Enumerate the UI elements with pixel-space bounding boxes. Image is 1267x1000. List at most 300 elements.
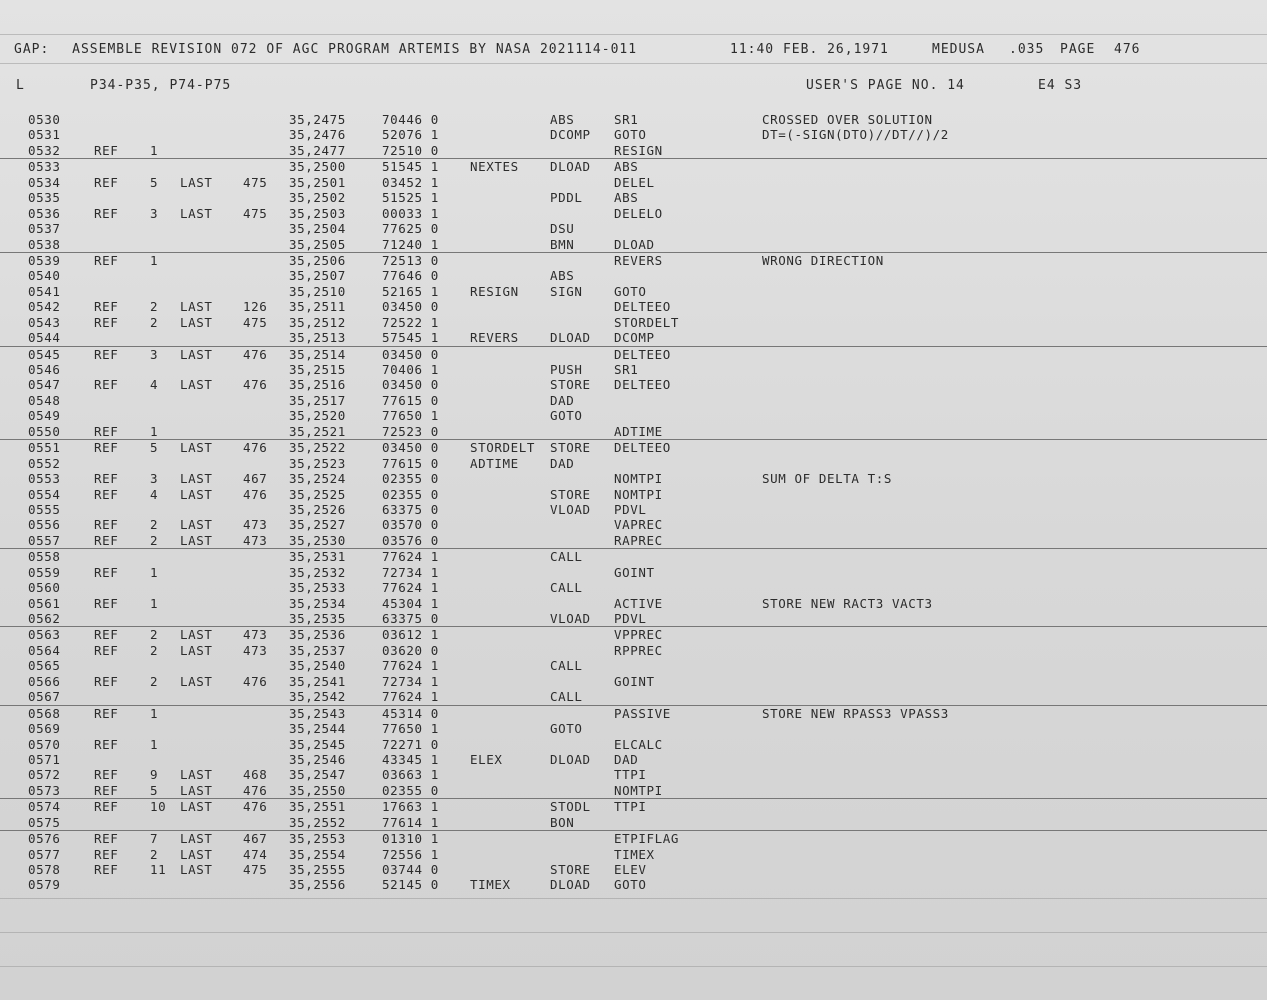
cell-addr: 35,2527: [289, 517, 346, 533]
cell-last: LAST: [180, 314, 213, 330]
cell-refn: 1: [150, 423, 159, 439]
cell-ref: REF: [94, 486, 119, 502]
cell-lastn: 467: [243, 831, 268, 847]
cell-operand: DELELO: [614, 205, 663, 221]
cell-refn: 7: [150, 831, 159, 847]
cell-line: 0565: [28, 658, 61, 674]
users-page-number: USER'S PAGE NO. 14: [806, 78, 965, 93]
cell-lastn: 476: [243, 346, 268, 362]
cell-word: 77650 1: [382, 408, 439, 424]
cell-line: 0543: [28, 314, 61, 330]
cell-word: 45314 0: [382, 705, 439, 721]
cell-word: 77615 0: [382, 455, 439, 471]
header-page-label: PAGE: [1060, 42, 1096, 57]
cell-word: 71240 1: [382, 236, 439, 252]
cell-line: 0570: [28, 736, 61, 752]
cell-addr: 35,2547: [289, 767, 346, 783]
cell-word: 02355 0: [382, 486, 439, 502]
cell-line: 0571: [28, 751, 61, 767]
cell-comment: SUM OF DELTA T:S: [762, 471, 893, 487]
cell-lastn: 476: [243, 377, 268, 393]
cell-ref: REF: [94, 595, 119, 611]
cell-operand: GOTO: [614, 283, 647, 299]
cell-ref: REF: [94, 799, 119, 815]
cell-ref: REF: [94, 205, 119, 221]
listing-row: [0, 347, 1267, 362]
cell-line: 0534: [28, 174, 61, 190]
cell-operand: TTPI: [614, 767, 647, 783]
cell-ref: REF: [94, 423, 119, 439]
listing-row: [0, 752, 1267, 767]
cell-line: 0540: [28, 268, 61, 284]
cell-refn: 4: [150, 486, 159, 502]
cell-operand: GOTO: [614, 127, 647, 143]
cell-addr: 35,2510: [289, 283, 346, 299]
cell-operand: DLOAD: [614, 236, 655, 252]
cell-refn: 9: [150, 767, 159, 783]
cell-word: 17663 1: [382, 799, 439, 815]
header-time: 11:40 FEB. 26,1971: [730, 42, 889, 57]
cell-addr: 35,2552: [289, 814, 346, 830]
cell-word: 72734 1: [382, 564, 439, 580]
cell-lastn: 475: [243, 205, 268, 221]
cell-addr: 35,2516: [289, 377, 346, 393]
cell-operand: RPPREC: [614, 642, 663, 658]
listing-row: [0, 237, 1267, 253]
cell-op: BON: [550, 814, 575, 830]
cell-addr: 35,2556: [289, 877, 346, 893]
listing-row: [0, 767, 1267, 782]
cell-op: CALL: [550, 658, 583, 674]
cell-word: 57545 1: [382, 330, 439, 346]
cell-line: 0578: [28, 862, 61, 877]
cell-line: 0538: [28, 236, 61, 252]
cell-last: LAST: [180, 440, 213, 456]
listing-row: [0, 284, 1267, 299]
cell-addr: 35,2523: [289, 455, 346, 471]
cell-operand: ACTIVE: [614, 595, 663, 611]
listing-row: [0, 393, 1267, 408]
cell-addr: 35,2517: [289, 392, 346, 408]
cell-lastn: 126: [243, 299, 268, 315]
cell-addr: 35,2515: [289, 362, 346, 377]
cell-label: TIMEX: [470, 877, 511, 893]
cell-line: 0555: [28, 501, 61, 517]
cell-addr: 35,2501: [289, 174, 346, 190]
cell-ref: REF: [94, 736, 119, 752]
listing-row: [0, 377, 1267, 392]
cell-operand: ABS: [614, 190, 639, 206]
cell-addr: 35,2532: [289, 564, 346, 580]
cell-line: 0548: [28, 392, 61, 408]
cell-last: LAST: [180, 831, 213, 847]
cell-ref: REF: [94, 831, 119, 847]
cell-label: ADTIME: [470, 455, 519, 471]
cell-word: 72556 1: [382, 846, 439, 862]
listing-row: [0, 221, 1267, 236]
listing-row: [0, 456, 1267, 471]
cell-line: 0577: [28, 846, 61, 862]
cell-line: 0568: [28, 705, 61, 721]
cell-addr: 35,2554: [289, 846, 346, 862]
cell-operand: ADTIME: [614, 423, 663, 439]
cell-operand: DAD: [614, 751, 639, 767]
cell-addr: 35,2475: [289, 112, 346, 127]
cell-op: PUSH: [550, 362, 583, 377]
cell-addr: 35,2476: [289, 127, 346, 143]
listing-row: [0, 268, 1267, 283]
cell-word: 03612 1: [382, 627, 439, 643]
cell-comment: DT=(-SIGN(DTO)//DT//)/2: [762, 127, 949, 143]
cell-word: 70446 0: [382, 112, 439, 127]
cell-line: 0574: [28, 799, 61, 815]
cell-ref: REF: [94, 642, 119, 658]
cell-refn: 11: [150, 862, 167, 877]
cell-refn: 3: [150, 205, 159, 221]
listing-row: [0, 596, 1267, 611]
header-user: MEDUSA: [932, 42, 985, 57]
cell-refn: 3: [150, 346, 159, 362]
cell-word: 77624 1: [382, 658, 439, 674]
cell-line: 0559: [28, 564, 61, 580]
listing-row: [0, 862, 1267, 877]
cell-operand: VAPREC: [614, 517, 663, 533]
cell-operand: NOMTPI: [614, 782, 663, 798]
cell-op: STORE: [550, 862, 591, 877]
listing-row: [0, 315, 1267, 330]
cell-line: 0567: [28, 689, 61, 705]
cell-refn: 1: [150, 252, 159, 268]
listing-row: [0, 502, 1267, 517]
cell-last: LAST: [180, 471, 213, 487]
listing-row: [0, 627, 1267, 642]
cell-line: 0537: [28, 221, 61, 237]
cell-operand: DELTEEO: [614, 440, 671, 456]
cell-addr: 35,2505: [289, 236, 346, 252]
header-num: .035: [1009, 42, 1045, 57]
cell-addr: 35,2526: [289, 501, 346, 517]
cell-word: 72522 1: [382, 314, 439, 330]
cell-addr: 35,2543: [289, 705, 346, 721]
cell-line: 0551: [28, 440, 61, 456]
cell-last: LAST: [180, 782, 213, 798]
cell-line: 0552: [28, 455, 61, 471]
cell-refn: 2: [150, 532, 159, 548]
cell-op: GOTO: [550, 408, 583, 424]
cell-last: LAST: [180, 846, 213, 862]
listing-row: [0, 159, 1267, 174]
cell-ref: REF: [94, 299, 119, 315]
listing-row: [0, 643, 1267, 658]
cell-op: VLOAD: [550, 611, 591, 626]
cell-operand: VPPREC: [614, 627, 663, 643]
cell-line: 0541: [28, 283, 61, 299]
cell-line: 0564: [28, 642, 61, 658]
cell-operand: NOMTPI: [614, 486, 663, 502]
cell-label: STORDELT: [470, 440, 536, 456]
cell-line: 0553: [28, 471, 61, 487]
cell-op: CALL: [550, 689, 583, 705]
cell-word: 77646 0: [382, 268, 439, 284]
listing-row: [0, 815, 1267, 831]
cell-addr: 35,2503: [289, 205, 346, 221]
cell-addr: 35,2512: [289, 314, 346, 330]
cell-line: 0550: [28, 423, 61, 439]
cell-lastn: 473: [243, 642, 268, 658]
cell-word: 52076 1: [382, 127, 439, 143]
cell-word: 43345 1: [382, 751, 439, 767]
cell-lastn: 473: [243, 517, 268, 533]
cell-addr: 35,2514: [289, 346, 346, 362]
cell-refn: 4: [150, 377, 159, 393]
cell-comment: STORE NEW RPASS3 VPASS3: [762, 705, 949, 721]
cell-addr: 35,2530: [289, 532, 346, 548]
cell-word: 63375 0: [382, 611, 439, 626]
listing-row: [0, 175, 1267, 190]
listing-row: [0, 783, 1267, 799]
listing-row: [0, 565, 1267, 580]
cell-comment: STORE NEW RACT3 VACT3: [762, 595, 933, 611]
cell-op: DAD: [550, 455, 575, 471]
cell-op: STODL: [550, 799, 591, 815]
listing-row: [0, 112, 1267, 127]
cell-word: 03576 0: [382, 532, 439, 548]
cell-line: 0561: [28, 595, 61, 611]
cell-line: 0544: [28, 330, 61, 346]
listing-row: [0, 847, 1267, 862]
cell-op: DAD: [550, 392, 575, 408]
cell-line: 0532: [28, 142, 61, 158]
cell-addr: 35,2535: [289, 611, 346, 626]
cell-operand: DELEL: [614, 174, 655, 190]
cell-lastn: 473: [243, 532, 268, 548]
cell-refn: 2: [150, 627, 159, 643]
cell-label: ELEX: [470, 751, 503, 767]
cell-lastn: 467: [243, 471, 268, 487]
cell-addr: 35,2545: [289, 736, 346, 752]
cell-operand: PDVL: [614, 501, 647, 517]
cell-op: GOTO: [550, 721, 583, 737]
cell-addr: 35,2537: [289, 642, 346, 658]
cell-word: 02355 0: [382, 782, 439, 798]
cell-op: ABS: [550, 112, 575, 127]
cell-refn: 10: [150, 799, 167, 815]
cell-ref: REF: [94, 532, 119, 548]
cell-op: STORE: [550, 377, 591, 393]
cell-lastn: 476: [243, 440, 268, 456]
cell-line: 0547: [28, 377, 61, 393]
cell-refn: 2: [150, 846, 159, 862]
listing-row: [0, 517, 1267, 532]
cell-addr: 35,2506: [289, 252, 346, 268]
cell-op: DLOAD: [550, 751, 591, 767]
listing-row: [0, 440, 1267, 455]
cell-word: 52145 0: [382, 877, 439, 893]
cell-op: DSU: [550, 221, 575, 237]
listing-row: [0, 330, 1267, 346]
cell-addr: 35,2544: [289, 721, 346, 737]
cell-refn: 2: [150, 673, 159, 689]
cell-ref: REF: [94, 782, 119, 798]
cell-line: 0545: [28, 346, 61, 362]
cell-word: 72523 0: [382, 423, 439, 439]
cell-line: 0575: [28, 814, 61, 830]
cell-last: LAST: [180, 627, 213, 643]
cell-refn: 1: [150, 595, 159, 611]
cell-word: 03450 0: [382, 377, 439, 393]
cell-word: 00033 1: [382, 205, 439, 221]
cell-line: 0573: [28, 782, 61, 798]
cell-lastn: 475: [243, 174, 268, 190]
listing-row: [0, 190, 1267, 205]
cell-last: LAST: [180, 486, 213, 502]
cell-addr: 35,2524: [289, 471, 346, 487]
cell-addr: 35,2553: [289, 831, 346, 847]
cell-operand: SR1: [614, 112, 639, 127]
cell-addr: 35,2504: [289, 221, 346, 237]
cell-ref: REF: [94, 862, 119, 877]
cell-op: VLOAD: [550, 501, 591, 517]
cell-line: 0566: [28, 673, 61, 689]
cell-ref: REF: [94, 705, 119, 721]
cell-operand: PASSIVE: [614, 705, 671, 721]
cell-last: LAST: [180, 767, 213, 783]
listing-row: [0, 689, 1267, 705]
cell-op: CALL: [550, 549, 583, 565]
cell-lastn: 474: [243, 846, 268, 862]
cell-line: 0558: [28, 549, 61, 565]
cell-label: REVERS: [470, 330, 519, 346]
cell-ref: REF: [94, 517, 119, 533]
cell-line: 0569: [28, 721, 61, 737]
cell-addr: 35,2555: [289, 862, 346, 877]
cell-ref: REF: [94, 346, 119, 362]
cell-word: 03450 0: [382, 440, 439, 456]
listing-row: [0, 706, 1267, 721]
cell-word: 02355 0: [382, 471, 439, 487]
cell-line: 0563: [28, 627, 61, 643]
cell-refn: 2: [150, 642, 159, 658]
cell-line: 0579: [28, 877, 61, 893]
cell-lastn: 476: [243, 673, 268, 689]
cell-lastn: 473: [243, 627, 268, 643]
cell-addr: 35,2534: [289, 595, 346, 611]
cell-word: 77615 0: [382, 392, 439, 408]
cell-ref: REF: [94, 673, 119, 689]
cell-word: 77625 0: [382, 221, 439, 237]
cell-operand: SR1: [614, 362, 639, 377]
cell-last: LAST: [180, 642, 213, 658]
listing-row: [0, 471, 1267, 486]
listing-row: [0, 424, 1267, 440]
subheader-programs: P34-P35, P74-P75: [90, 78, 232, 93]
cell-refn: 3: [150, 471, 159, 487]
cell-word: 03663 1: [382, 767, 439, 783]
cell-operand: TTPI: [614, 799, 647, 815]
cell-operand: ABS: [614, 159, 639, 175]
cell-line: 0572: [28, 767, 61, 783]
cell-operand: NOMTPI: [614, 471, 663, 487]
listing-row: [0, 253, 1267, 268]
cell-addr: 35,2502: [289, 190, 346, 206]
cell-addr: 35,2533: [289, 580, 346, 596]
header-prefix: GAP:: [14, 42, 50, 57]
cell-line: 0562: [28, 611, 61, 626]
cell-ref: REF: [94, 252, 119, 268]
cell-word: 72510 0: [382, 142, 439, 158]
cell-word: 77650 1: [382, 721, 439, 737]
cell-op: BMN: [550, 236, 575, 252]
cell-ref: REF: [94, 440, 119, 456]
cell-last: LAST: [180, 299, 213, 315]
listing-table: [0, 112, 1267, 893]
listing-row: [0, 362, 1267, 377]
cell-operand: PDVL: [614, 611, 647, 626]
cell-addr: 35,2521: [289, 423, 346, 439]
cell-line: 0576: [28, 831, 61, 847]
listing-row: [0, 127, 1267, 142]
cell-line: 0533: [28, 159, 61, 175]
cell-line: 0557: [28, 532, 61, 548]
cell-addr: 35,2511: [289, 299, 346, 315]
cell-word: 03620 0: [382, 642, 439, 658]
listing-row: [0, 658, 1267, 673]
cell-word: 77624 1: [382, 549, 439, 565]
cell-addr: 35,2541: [289, 673, 346, 689]
cell-line: 0531: [28, 127, 61, 143]
cell-addr: 35,2546: [289, 751, 346, 767]
cell-refn: 1: [150, 705, 159, 721]
cell-op: DLOAD: [550, 330, 591, 346]
cell-addr: 35,2551: [289, 799, 346, 815]
cell-refn: 1: [150, 564, 159, 580]
listing-row: [0, 799, 1267, 814]
listing-row: [0, 737, 1267, 752]
cell-addr: 35,2513: [289, 330, 346, 346]
listing-row: [0, 143, 1267, 159]
cell-refn: 2: [150, 517, 159, 533]
cell-addr: 35,2531: [289, 549, 346, 565]
listing-row: [0, 580, 1267, 595]
listing-row: [0, 487, 1267, 502]
cell-word: 03450 0: [382, 299, 439, 315]
cell-refn: 1: [150, 736, 159, 752]
cell-ref: REF: [94, 174, 119, 190]
cell-refn: 5: [150, 174, 159, 190]
cell-addr: 35,2550: [289, 782, 346, 798]
listing-row: [0, 206, 1267, 221]
cell-addr: 35,2540: [289, 658, 346, 674]
cell-line: 0530: [28, 112, 61, 127]
cell-last: LAST: [180, 673, 213, 689]
cell-addr: 35,2525: [289, 486, 346, 502]
cell-operand: GOINT: [614, 673, 655, 689]
cell-refn: 5: [150, 782, 159, 798]
header-title: ASSEMBLE REVISION 072 OF AGC PROGRAM ARTEMIS BY NASA 2021114-011: [72, 42, 638, 57]
cell-last: LAST: [180, 174, 213, 190]
cell-refn: 2: [150, 299, 159, 315]
cell-operand: DELTEEO: [614, 377, 671, 393]
cell-ref: REF: [94, 767, 119, 783]
cell-operand: GOTO: [614, 877, 647, 893]
listing-row: [0, 611, 1267, 627]
subheader-letter: L: [16, 78, 25, 93]
cell-line: 0549: [28, 408, 61, 424]
cell-addr: 35,2500: [289, 159, 346, 175]
cell-operand: GOINT: [614, 564, 655, 580]
cell-operand: ETPIFLAG: [614, 831, 680, 847]
cell-ref: REF: [94, 564, 119, 580]
